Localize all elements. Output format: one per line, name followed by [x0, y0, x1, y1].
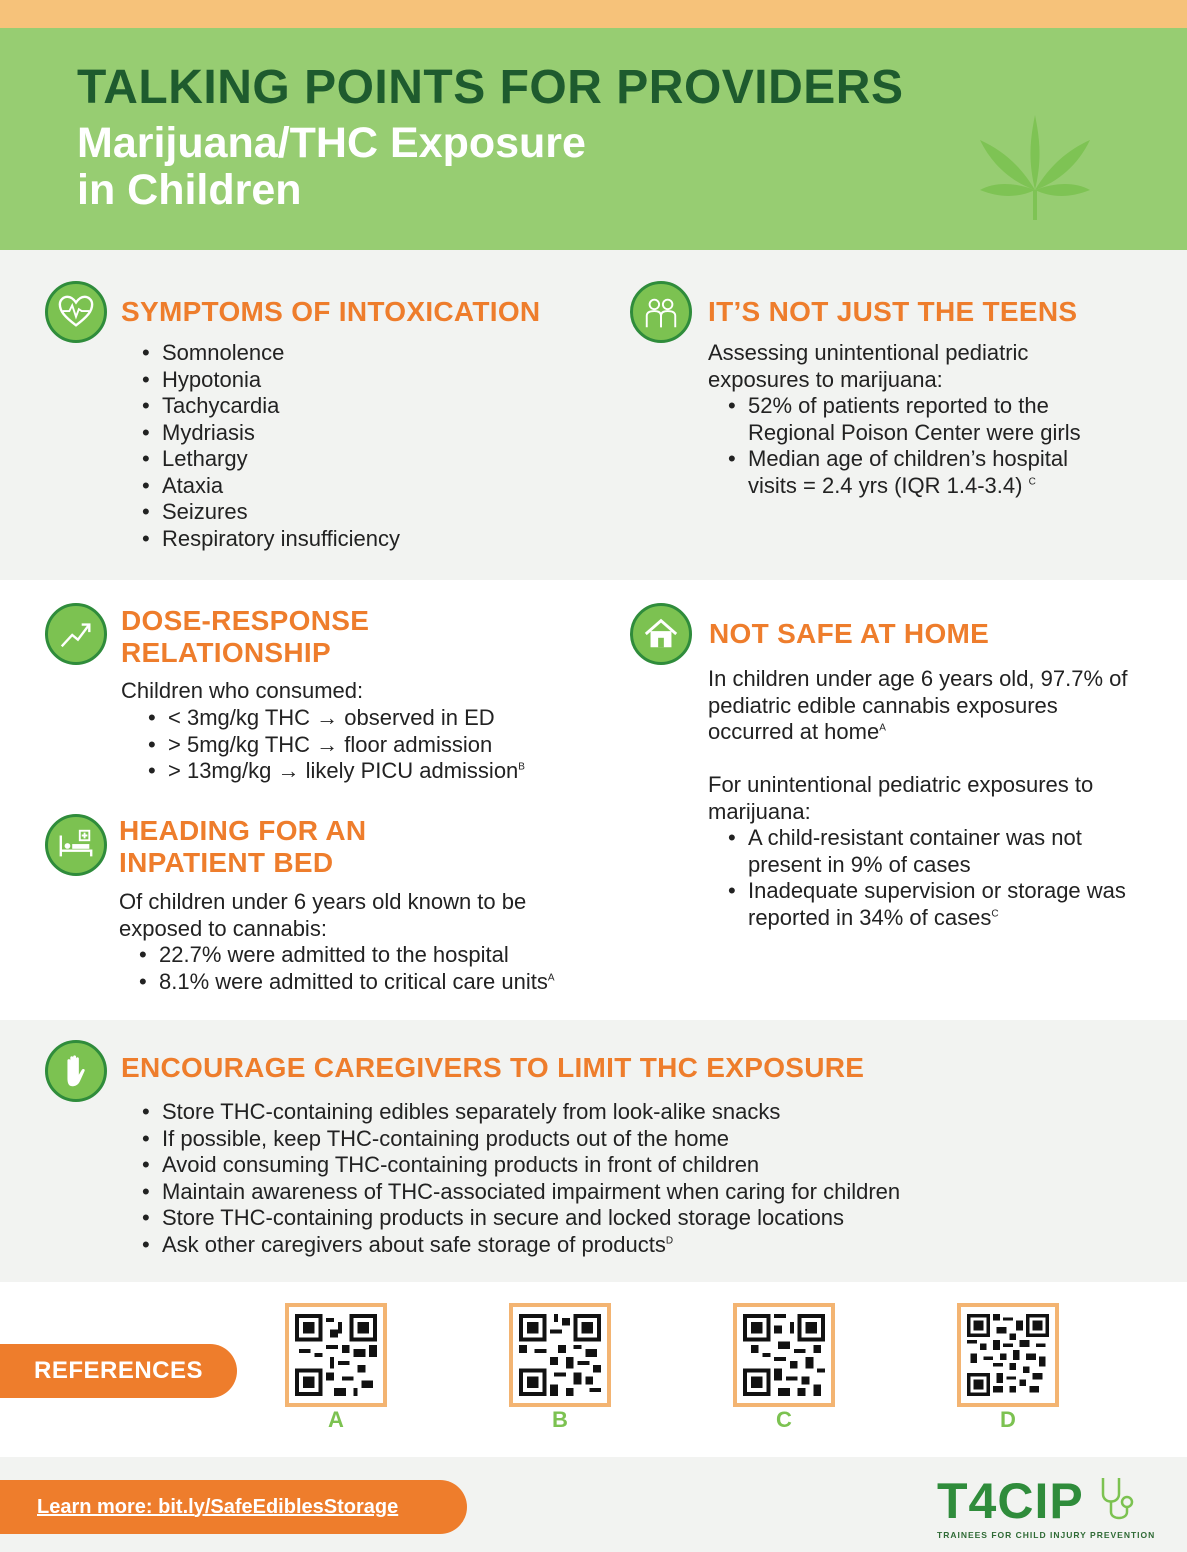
- list-item: • < 3mg/kg THC → observed in ED: [146, 705, 525, 732]
- encourage-list: [140, 1099, 900, 1258]
- teens-list: [726, 393, 1086, 499]
- references-label: REFERENCES: [0, 1344, 237, 1398]
- stethoscope-icon: [1097, 1476, 1137, 1526]
- list-item: • Somnolence: [140, 340, 400, 367]
- list-item: • Hypotonia: [140, 367, 400, 394]
- list-item: • > 13mg/kg → likely PICU admission$^B$: [146, 758, 525, 785]
- inpatient-title: [119, 815, 366, 879]
- home-icon: [630, 603, 692, 665]
- list-item: • Mydriasis: [140, 420, 400, 447]
- list-item: • > 5mg/kg THC → floor admission: [146, 732, 525, 759]
- qr-code-d[interactable]: [957, 1303, 1059, 1407]
- list-item: • 22.7% were admitted to the hospital: [137, 942, 555, 969]
- qr-code-b[interactable]: [509, 1303, 611, 1407]
- reference-marker: D: [665, 1235, 674, 1247]
- list-item: • Inadequate supervision or storage was reported in 34% of cases$^C$: [726, 878, 1126, 931]
- inpatient-title-line-1: HEADING FOR AN: [119, 815, 367, 846]
- list-item: • Maintain awareness of THC-associated impairment when caring for children: [140, 1179, 900, 1206]
- list-item: • 8.1% were admitted to critical care units$^A$: [137, 969, 555, 996]
- dose-title-line-2: RELATIONSHIP: [121, 637, 331, 668]
- home-paragraph-2: For unintentional pediatric exposures to marijuana:: [708, 772, 1094, 824]
- symptoms-title: SYMPTOMS OF INTOXICATION: [121, 296, 541, 327]
- reference-marker: C: [1028, 476, 1036, 488]
- dose-title: [121, 605, 369, 669]
- top-accent-strip: [0, 0, 1187, 28]
- hospital-bed-icon: [45, 814, 107, 876]
- logo-wordmark: T4CIP: [937, 1473, 1084, 1529]
- list-item: • Ask other caregivers about safe storage of products$^D$: [140, 1232, 900, 1259]
- qr-label-b: B: [552, 1407, 568, 1432]
- list-item: • Respiratory insufficiency: [140, 526, 400, 553]
- list-item: • Avoid consuming THC-containing products in front of children: [140, 1152, 900, 1179]
- list-item: • Lethargy: [140, 446, 400, 473]
- home-title: NOT SAFE AT HOME: [709, 618, 990, 649]
- list-item: • Seizures: [140, 499, 400, 526]
- page-subtitle: [77, 120, 586, 214]
- encourage-title: ENCOURAGE CAREGIVERS TO LIMIT THC EXPOSURE: [121, 1052, 865, 1083]
- page-title: TALKING POINTS FOR PROVIDERS: [77, 61, 904, 114]
- list-item: • Store THC-containing edibles separately from look-alike snacks: [140, 1099, 900, 1126]
- heart-pulse-icon: [45, 281, 107, 343]
- subtitle-line-1: Marijuana/THC Exposure: [77, 119, 586, 167]
- reference-marker: C: [991, 908, 999, 920]
- stop-hand-icon: [45, 1040, 107, 1102]
- symptoms-list: [140, 340, 400, 552]
- dose-list: [146, 705, 525, 785]
- reference-marker: A: [879, 722, 886, 734]
- qr-label-d: D: [1000, 1407, 1016, 1432]
- list-item: • 52% of patients reported to the Regional Poison Center were girls: [726, 393, 1086, 446]
- list-item: • A child-resistant container was not present in 9% of cases: [726, 825, 1126, 878]
- qr-label-c: C: [776, 1407, 792, 1432]
- inpatient-title-line-2: INPATIENT BED: [119, 847, 334, 878]
- logo-tagline: TRAINEES FOR CHILD INJURY PREVENTION: [937, 1530, 1156, 1540]
- list-item: • Ataxia: [140, 473, 400, 500]
- children-icon: [630, 281, 692, 343]
- reference-marker: B: [518, 761, 525, 773]
- t4cip-logo: [937, 1472, 1156, 1544]
- qr-code-a[interactable]: [285, 1303, 387, 1407]
- list-item: • If possible, keep THC-containing products out of the home: [140, 1126, 900, 1153]
- home-list: [726, 825, 1126, 931]
- inpatient-intro: Of children under 6 years old known to be exposed to cannabis:: [119, 889, 527, 941]
- reference-marker: A: [547, 972, 555, 984]
- learn-more-link[interactable]: Learn more: bit.ly/SafeEdiblesStorage: [0, 1480, 467, 1534]
- qr-code-c[interactable]: [733, 1303, 835, 1407]
- teens-intro: Assessing unintentional pediatric exposures to marijuana:: [708, 340, 1029, 392]
- subtitle-line-2: in Children: [77, 166, 302, 214]
- home-paragraph-1: In children under age 6 years old, 97.7% of pediatric edible cannabis exposures occurred at home$^A$: [708, 666, 1128, 744]
- trend-up-icon: [45, 603, 107, 665]
- inpatient-list: [137, 942, 555, 995]
- cannabis-leaf-icon: [978, 110, 1093, 222]
- dose-title-line-1: DOSE-RESPONSE: [121, 605, 370, 636]
- list-item: • Tachycardia: [140, 393, 400, 420]
- teens-title: IT’S NOT JUST THE TEENS: [708, 296, 1078, 327]
- qr-label-a: A: [328, 1407, 344, 1432]
- list-item: • Median age of children’s hospital visits = 2.4 yrs (IQR 1.4-3.4) $^C$: [726, 446, 1086, 499]
- list-item: • Store THC-containing products in secure and locked storage locations: [140, 1205, 900, 1232]
- dose-intro: Children who consumed:: [121, 678, 364, 703]
